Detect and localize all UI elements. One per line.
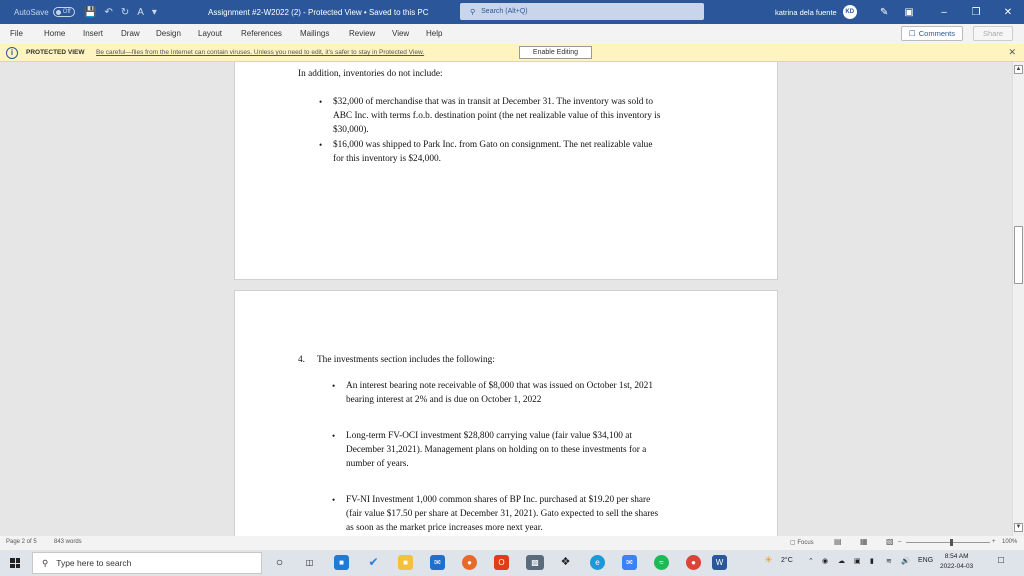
read-mode-icon[interactable]: ▤ [834,537,842,546]
paragraph: In addition, inventories do not include: [298,69,443,79]
store-icon[interactable]: ■ [334,555,349,570]
tab-view[interactable]: View [392,29,410,38]
font-color-icon[interactable]: A [137,6,144,18]
onedrive-icon[interactable]: ☁ [838,558,845,565]
list-number: 4. [298,355,305,365]
tab-insert[interactable]: Insert [83,29,104,38]
tray-app-icon[interactable]: ◉ [822,558,829,565]
wifi-icon[interactable]: ≋ [886,558,892,565]
date: 2022-04-03 [940,563,974,570]
document-page[interactable] [234,290,778,536]
dropbox-icon[interactable]: ❖ [560,556,571,568]
chrome-icon[interactable]: ● [686,555,701,570]
app-icon[interactable]: ▩ [526,555,544,570]
vertical-scrollbar[interactable] [1012,62,1024,536]
close-icon[interactable]: ✕ [1008,47,1016,57]
tab-file[interactable]: File [10,29,23,38]
autosave-label: AutoSave [14,7,49,17]
weather-icon[interactable]: ☀ [764,555,773,566]
list-item: • Long-term FV-OCI investment $28,800 carrying value (fair value $34,100 at December 31,2021). Management plans on holding on to these investments for a number of years. [332,431,647,469]
user-account[interactable] [775,0,857,24]
restore-icon[interactable]: ❐ [971,6,981,18]
word-count[interactable]: 843 words [54,539,82,545]
spotify-icon[interactable]: ≈ [654,555,669,570]
search-box[interactable] [460,3,704,20]
autosave-toggle[interactable] [14,0,75,24]
document-page[interactable] [234,62,778,280]
focus-icon: ▢ [790,540,796,546]
word-icon[interactable]: W [712,555,727,570]
document-canvas[interactable] [0,62,1012,536]
clock[interactable] [940,552,973,572]
cortana-icon[interactable]: ○ [275,555,284,569]
scroll-thumb[interactable] [1014,226,1023,284]
print-layout-icon[interactable]: ▦ [860,537,868,546]
scroll-up-icon[interactable]: ▲ [1015,66,1022,72]
info-icon: i [6,47,18,59]
undo-icon[interactable]: ↶ [104,6,113,18]
tab-mailings[interactable]: Mailings [300,29,330,38]
focus-button[interactable]: ▢ Focus [790,540,814,546]
file-explorer-icon[interactable]: ■ [398,555,413,570]
comments-button[interactable]: ☐ Comments [901,26,963,41]
edge-icon[interactable]: e [590,555,605,570]
tab-review[interactable]: Review [349,29,376,38]
chat-icon[interactable]: ✉ [622,555,637,570]
firefox-icon[interactable]: ● [462,555,477,570]
weather-temp[interactable]: 2°C [781,557,793,564]
tab-draw[interactable]: Draw [121,29,140,38]
protected-view-message[interactable]: Be careful—files from the Internet can contain viruses. Unless you need to edit, it's safer to stay in Protected View. [96,49,425,56]
scroll-down-icon[interactable]: ▼ [1015,524,1022,530]
save-icon[interactable]: 💾 [84,6,97,18]
protected-view-bar [0,44,1024,62]
close-icon[interactable]: ✕ [1003,6,1013,18]
autosave-switch[interactable]: Off [53,7,75,17]
ribbon-display-icon[interactable]: ▣ [904,6,914,18]
title-actions [880,0,914,24]
window-controls [928,0,1024,24]
language-indicator[interactable]: ENG [918,557,934,564]
tab-help[interactable]: Help [426,29,443,38]
avatar[interactable]: KD [843,5,857,19]
volume-icon[interactable]: 🔊 [901,558,910,565]
redo-icon[interactable]: ↻ [120,6,130,18]
list-item: • An interest bearing note receivable of $8,000 that was issued on October 1st, 2021 bearing interest at 2% and is due on October 1, 2022 [332,381,653,405]
list-item: • $16,000 was shipped to Park Inc. from Gato on consignment. The net realizable value for this inventory is $24,000. [319,140,653,164]
office-icon[interactable]: O [494,555,509,570]
list-item: • $32,000 of merchandise that was in transit at December 31. The inventory was sold to ABC Inc. with terms f.o.b. destination point (the net realizable value of this inventory is $30,000). [319,97,661,135]
windows-taskbar [0,550,1024,576]
start-button[interactable] [0,550,30,576]
section-heading: The investments section includes the following: [317,355,495,365]
windows-icon [10,558,20,568]
ribbon-tabs [0,24,1024,44]
battery-icon[interactable]: ▮ [870,558,874,565]
time: 8:54 AM [944,553,969,560]
customize-qat-icon[interactable]: ▾ [151,6,157,18]
enable-editing-button[interactable]: Enable Editing [519,46,592,59]
protected-view-title: PROTECTED VIEW [26,49,85,56]
minimize-icon[interactable]: – [941,6,947,18]
search-icon: ⚲ [42,557,49,568]
task-view-icon[interactable]: ◫ [305,558,314,567]
zoom-slider[interactable] [906,542,990,543]
search-placeholder: Search (Alt+Q) [481,8,528,15]
document-title[interactable]: Assignment #2-W2022 (2) - Protected View • Saved to this PC [208,7,429,17]
zoom-out-icon[interactable]: – [898,539,902,545]
zoom-in-icon[interactable]: + [992,539,996,545]
quick-access-toolbar [84,0,157,24]
pen-icon[interactable]: ✎ [880,6,889,18]
user-name: katrina dela fuente [775,7,837,17]
checkmark-app-icon[interactable]: ✔ [368,555,379,569]
status-bar [0,536,1024,550]
taskbar-search[interactable]: ⚲ Type here to search [32,552,262,574]
notification-icon[interactable]: □ [998,555,1005,566]
tab-home[interactable]: Home [44,29,66,38]
mail-icon[interactable]: ✉ [430,555,445,570]
tab-design[interactable]: Design [156,29,181,38]
display-icon[interactable]: ▣ [854,558,861,565]
web-layout-icon[interactable]: ▧ [886,537,894,546]
comment-icon: ☐ [909,29,916,38]
zoom-level[interactable]: 100% [1002,539,1018,545]
search-icon: ⚲ [470,8,476,16]
title-bar [0,0,1024,24]
list-item: • FV-NI Investment 1,000 common shares of BP Inc. purchased at $19.20 per share (fair value $17.50 per share at December 31, 2021). Gato expected to sell the shares as soon as the market price increases more next year. [332,495,659,533]
page-count[interactable]: Page 2 of 5 [6,539,37,545]
zoom-slider-handle[interactable] [950,539,953,546]
tab-references[interactable]: References [241,29,282,38]
chevron-up-icon[interactable]: ⌃ [808,558,814,565]
tab-layout[interactable]: Layout [198,29,223,38]
share-button[interactable]: Share [973,26,1013,41]
